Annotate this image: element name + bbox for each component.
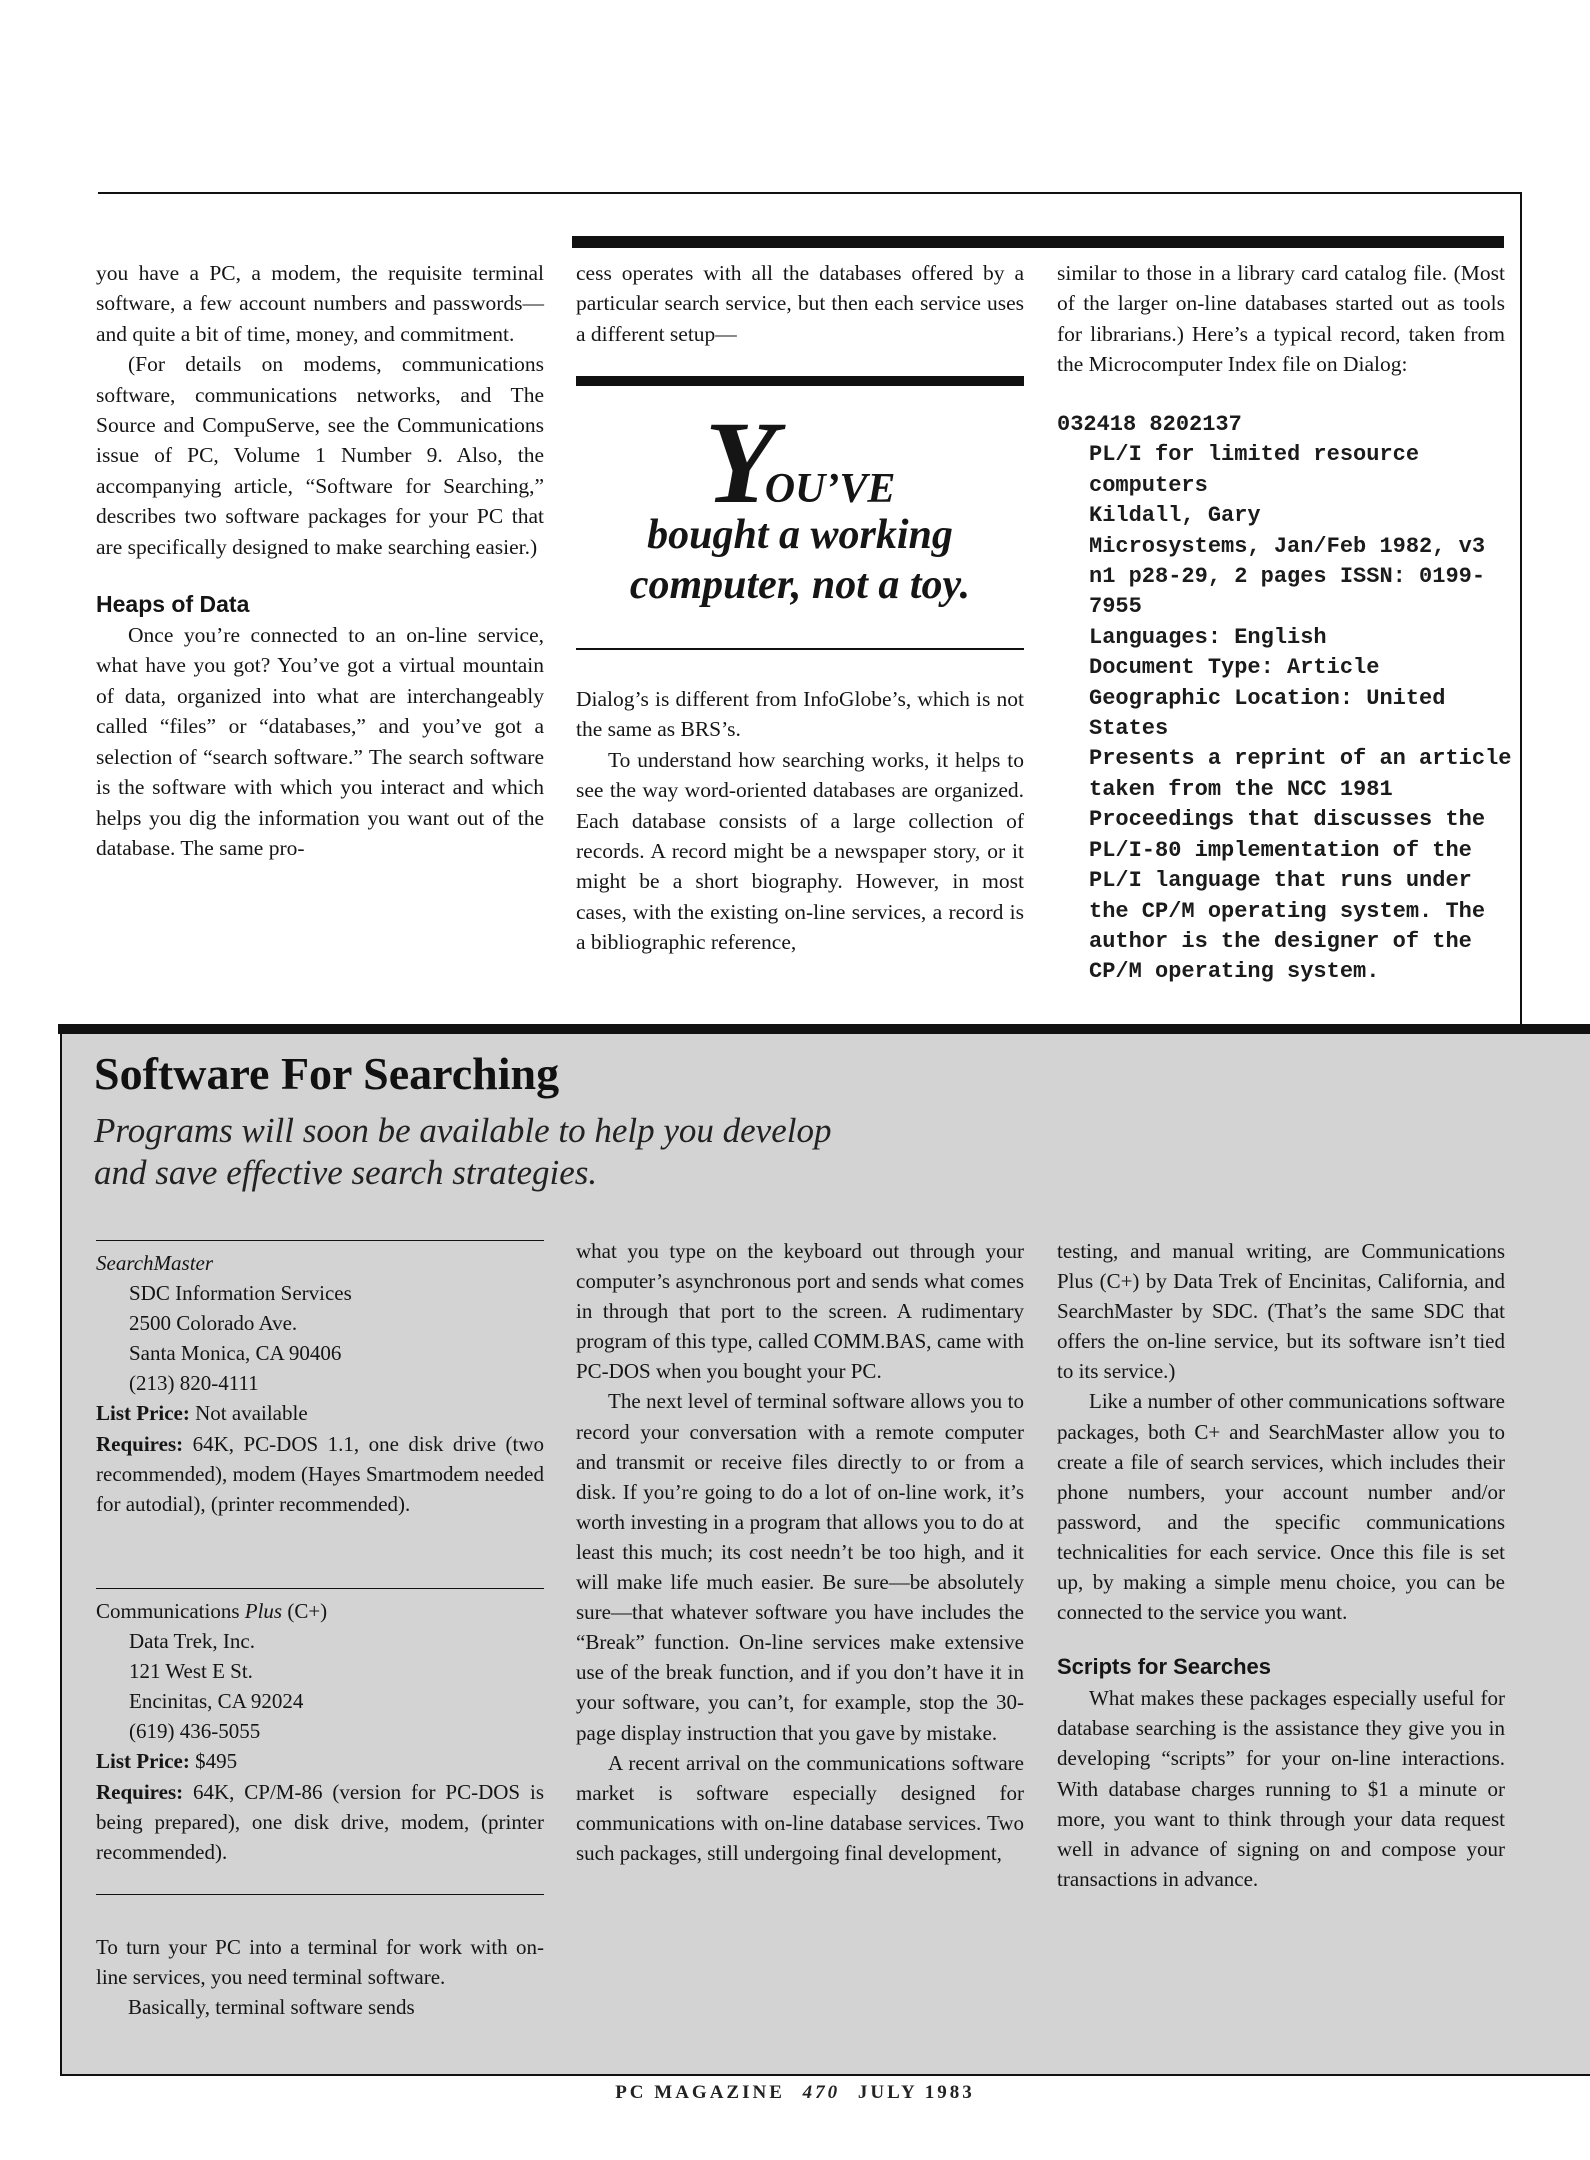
- product-name-italic: Plus: [244, 1599, 283, 1623]
- article-column-2-continued: [576, 684, 1024, 958]
- record-languages: Languages: English: [1089, 624, 1327, 650]
- paragraph: testing, and manual writing, are Communications Plus (C+) by Data Trek of Encinitas, California, and SearchMaster by SDC. (That’s the same SDC that offers the on-line service, but its software isn’t tied to its service.): [1057, 1239, 1505, 1384]
- product-name: SearchMaster: [96, 1251, 214, 1275]
- paragraph: similar to those in a library card catalog file. (Most of the larger on-line databases started out as tools for librarians.) Here’s a typical record, taken from the Microcomputer Index file on Dialog:: [1057, 261, 1505, 377]
- sidebar-top-bar: [58, 1024, 1590, 1034]
- spec-rule: [96, 1894, 544, 1895]
- spec-line: Encinitas, CA 92024: [129, 1689, 304, 1714]
- spec-line: SDC Information Services: [129, 1281, 352, 1306]
- page-footer: [0, 2082, 1590, 2104]
- spec-rule: [96, 1240, 544, 1241]
- requires-label: Requires:: [96, 1779, 184, 1804]
- product-name-main: Communications: [96, 1599, 245, 1623]
- paragraph: what you type on the keyboard out through your computer’s asynchronous port and sends what comes in through that port to the screen. A rudimentary program of this type, called COMM.BAS, came with PC-DOS when you bought your PC.: [576, 1239, 1024, 1384]
- top-frame-rule: [98, 192, 1522, 194]
- article-column-2: [576, 258, 1024, 349]
- article-column-1: [96, 258, 544, 863]
- sidebar-title: Software For Searching: [94, 1048, 560, 1099]
- sidebar-column-2: [576, 1236, 1024, 1868]
- section-heading: Heaps of Data: [96, 591, 250, 618]
- price-label: List Price:: [96, 1401, 190, 1426]
- record-title: PL/I for limited resource computers: [1089, 442, 1420, 498]
- record-location: Geographic Location: United States: [1089, 685, 1446, 742]
- paragraph: you have a PC, a modem, the requisite terminal software, a few account numbers and passwords—and quite a bit of time, money, and commitment.: [96, 261, 544, 346]
- sidebar-column-3: [1057, 1236, 1505, 1894]
- thick-header-bar: [572, 236, 1504, 248]
- paragraph: The next level of terminal software allows you to record your conversation with a remote computer and transmit or receive files directly to or from a disk. If you’re going to do a lot of on-line work, it’s worth investing in a program that allows you to do at least this much; its cost needn’t be too high, and it will make life much easier. Be sure—be absolutely sure—that whatever software you have includes the “Break” function. On-line services make extensive use of the break function, and if you don’t have it in your software, you can’t, for example, stop the 30-page display instruction that you gave by mistake.: [576, 1389, 1024, 1745]
- price-value: $495: [189, 1749, 238, 1774]
- pullquote-word: OU’VE: [764, 466, 896, 512]
- spec-line: Santa Monica, CA 90406: [129, 1341, 342, 1366]
- spec-line: (213) 820-4111: [129, 1371, 259, 1396]
- right-frame-rule: [1520, 192, 1522, 1027]
- requires-value: 64K, CP/M-86 (version for PC-DOS is being prepared), one disk drive, modem, (printer recommended).: [96, 1779, 544, 1864]
- paragraph: (For details on modems, communications software, communications networks, and The Source and CompuServe, see the Communications issue of PC, Volume 1 Number 9. Also, the accompanying article, “Software for Searching,” describes two software packages for your PC that are specifically designed to make searching easier.): [96, 352, 544, 559]
- record-doctype: Document Type: Article: [1089, 655, 1380, 681]
- footer-magazine: PC MAGAZINE: [615, 2082, 785, 2103]
- sidebar-subtitle-line: and save effective search strategies.: [94, 1153, 598, 1192]
- footer-page-number: 470: [802, 2082, 841, 2103]
- spec-rule: [96, 1588, 544, 1589]
- record-abstract: Presents a reprint of an article taken from the NCC 1981 Proceedings that discusses the PL/I-80 implementation of the PL/I language that runs under the CP/M operating system. The author is the designer of the CP/M operating system.: [1089, 746, 1512, 985]
- sidebar-column-1: [96, 1932, 544, 2022]
- requires-value: 64K, PC-DOS 1.1, one disk drive (two recommended), modem (Hayes Smartmodem needed for autodial), (printer recommended).: [96, 1431, 544, 1516]
- spec-line: (619) 436-5055: [129, 1719, 261, 1744]
- paragraph: Dialog’s is different from InfoGlobe’s, which is not the same as BRS’s.: [576, 687, 1024, 742]
- product-spec-searchmaster: [96, 1248, 544, 1519]
- section-heading: Scripts for Searches: [1057, 1654, 1271, 1680]
- record-source: Microsystems, Jan/Feb 1982, v3 n1 p28-29, 2 pages ISSN: 0199-7955: [1089, 533, 1486, 620]
- pullquote-dropcap: Y: [704, 397, 773, 528]
- paragraph: What makes these packages especially useful for database searching is the assistance they give you in developing “scripts” for your on-line interactions. With database charges running to $1 a minute or more, you want to think through your data request well in advance of signing on and compose your transactions in advance.: [1057, 1686, 1505, 1891]
- spec-line: 121 West E St.: [129, 1659, 253, 1684]
- spec-line: Data Trek, Inc.: [129, 1629, 255, 1654]
- price-value: Not available: [189, 1401, 308, 1426]
- paragraph: Basically, terminal software sends: [128, 1995, 415, 2020]
- spec-line: 2500 Colorado Ave.: [129, 1311, 298, 1336]
- pullquote-top-rule: [576, 376, 1024, 386]
- record-author: Kildall, Gary: [1089, 503, 1261, 529]
- footer-date: JULY 1983: [857, 2082, 975, 2103]
- paragraph: Like a number of other communications software packages, both C+ and SearchMaster allow you to create a file of search services, which includes their phone numbers, your account number and/or password, and the specific communications technicalities for each service. Once this file is set up, by making a simple menu choice, you can be connected to the service you want.: [1057, 1389, 1505, 1625]
- product-name: [96, 1596, 544, 1626]
- article-column-3: [1057, 258, 1505, 380]
- sidebar-subtitle: [94, 1110, 831, 1194]
- product-name-tail: (C+): [282, 1599, 328, 1623]
- paragraph: To understand how searching works, it helps to see the way word-oriented databases are organized. Each database consists of a large collection of records. A record might be a newspaper story, or it might be a short biography. However, in most cases, with the existing on-line services, a record is a bibliographic reference,: [576, 747, 1024, 955]
- sample-record: [1057, 410, 1517, 988]
- paragraph: To turn your PC into a terminal for work with on-line services, you need terminal software.: [96, 1935, 544, 1990]
- product-spec-commplus: [96, 1596, 544, 1867]
- pullquote-bottom-rule: [576, 648, 1024, 650]
- pullquote-line: bought a working: [647, 512, 953, 558]
- pullquote-line: computer, not a toy.: [629, 562, 971, 608]
- record-id: 032418 8202137: [1057, 412, 1242, 437]
- pullquote: [576, 396, 1024, 636]
- paragraph: cess operates with all the databases offered by a particular search service, but then each service uses a different setup—: [576, 261, 1024, 346]
- sidebar-subtitle-line: Programs will soon be available to help you develop: [94, 1111, 832, 1150]
- paragraph: A recent arrival on the communications software market is software especially designed for communications with on-line database services. Two such packages, still undergoing final development,: [576, 1750, 1024, 1865]
- paragraph: Once you’re connected to an on-line service, what have you got? You’ve got a virtual mountain of data, organized into what are interchangeably called “files” or “databases,” and you’ve got a selection of “search software.” The search software is the software with which you interact and which helps you dig the information you want out of the database. The same pro-: [96, 623, 544, 860]
- price-label: List Price:: [96, 1749, 190, 1774]
- requires-label: Requires:: [96, 1431, 184, 1456]
